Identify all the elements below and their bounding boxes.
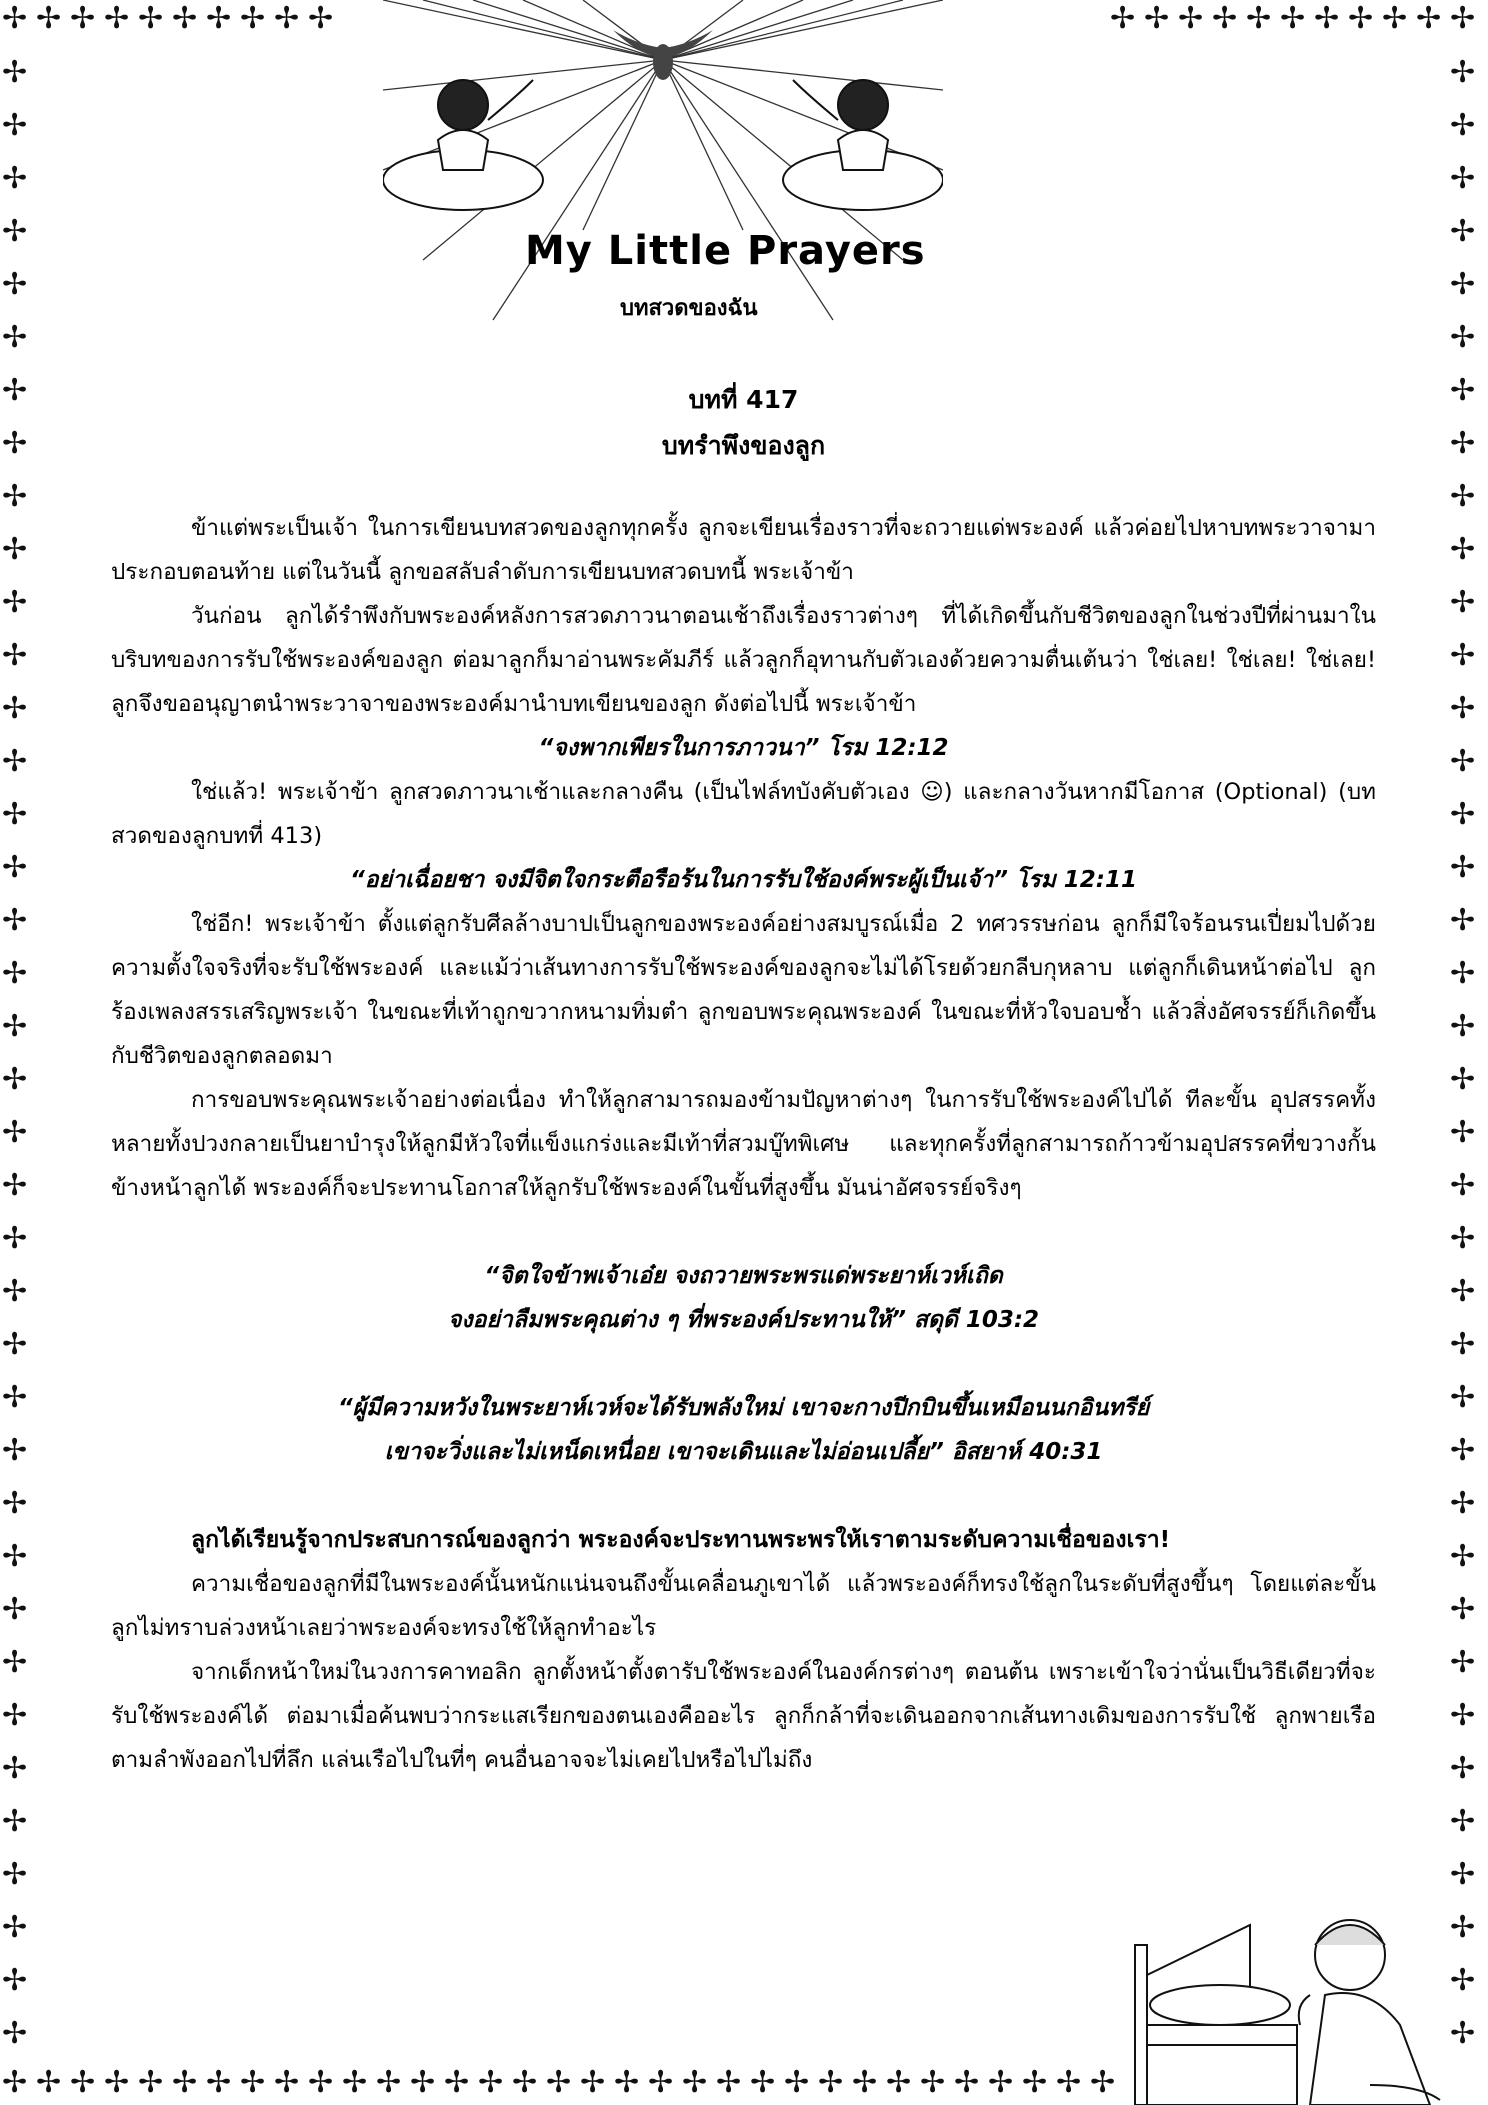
cross-icon: ✢ [1450,1698,1476,1733]
cross-icon: ✢ [274,1,300,36]
paragraph-7: จากเด็กหน้าใหม่ในวงการคาทอลิก ลูกตั้งหน้าตั้งตารับใช้พระองค์ในองค์กรต่างๆ ตอนต้น เพราะเข้าใจว่านั่นเป็นวิธีเดียวที่จะรับใช้พระองค์ได้ ต่อมาเมื่อค้นพบว่ากระแสเรียกของตนเองคืออะไร ลูกก็กล้าที่จะเดินออกจากเส้นทางเดิมของการรับใช้ ลูกพายเรือตามลำพังออกไปที่ลึก แล่นเรือไปในที่ๆ คนอื่นอาจจะไม่เคยไปหรือไปไม่ถึง [111,1659,1376,1773]
quote-romans-12-12: “จงพากเพียรในการภาวนา” โรม 12:12 [538,735,949,761]
cross-icon: ✢ [2,214,28,249]
cross-icon: ✢ [1450,1910,1476,1945]
cross-icon: ✢ [206,1,232,36]
cross-icon: ✢ [1450,1,1476,36]
cross-icon: ✢ [1212,1,1238,36]
cross-icon: ✢ [308,2065,334,2100]
cross-icon: ✢ [2,691,28,726]
quote-isaiah-line-1: “ผู้มีความหวังในพระยาห์เวห์จะได้รับพลังใหม่ เขาจะกางปีกบินขึ้นเหมือนนกอินทรีย์ [337,1395,1150,1421]
cross-icon: ✢ [648,2065,674,2100]
cross-icon: ✢ [1178,1,1204,36]
cross-icon: ✢ [1450,320,1476,355]
cross-icon: ✢ [1450,2016,1476,2051]
cross-icon: ✢ [2,267,28,302]
praying-child-illustration [1130,1885,1460,2105]
cross-icon: ✢ [580,2065,606,2100]
cross-icon: ✢ [1450,1380,1476,1415]
cross-icon: ✢ [2,744,28,779]
cross-icon: ✢ [1450,1857,1476,1892]
cross-icon: ✢ [1450,1539,1476,1574]
cross-icon: ✢ [36,2065,62,2100]
cross-icon: ✢ [852,2065,878,2100]
cross-icon: ✢ [2,2016,28,2051]
angel-left-icon [383,80,543,210]
cross-icon: ✢ [2,479,28,514]
header-illustration [383,0,943,330]
cross-icon: ✢ [1450,1009,1476,1044]
cross-icon: ✢ [2,1168,28,1203]
cross-icon: ✢ [2,1645,28,1680]
cross-icon: ✢ [1450,426,1476,461]
cross-icon: ✢ [2,1062,28,1097]
cross-icon: ✢ [1450,108,1476,143]
cross-icon: ✢ [1450,585,1476,620]
cross-icon: ✢ [70,2065,96,2100]
cross-icon: ✢ [1450,1804,1476,1839]
paragraph-2: วันก่อน ลูกได้รำพึงกับพระองค์หลังการสวดภาวนาตอนเช้าถึงเรื่องราวต่างๆ ที่ได้เกิดขึ้นกับชีวิตของลูกในช่วงปีที่ผ่านมาในบริบทของการรับใช้พระองค์ของลูก ต่อมาลูกก็มาอ่านพระคัมภีร์ แล้วลูกก็อุทานกับตัวเองด้วยความตื่นเต้นว่า ใช่เลย! ใช่เลย! ใช่เลย! ลูกจึงขออนุญาตนำพระวาจาของพระองค์มานำบทเขียนของลูก ดังต่อไปนี้ พระเจ้าข้า [111,603,1376,717]
chapter-number: บทที่ 417 [688,385,799,414]
cross-icon: ✢ [1382,1,1408,36]
cross-icon: ✢ [2,1433,28,1468]
cross-icon: ✢ [818,2065,844,2100]
cross-icon: ✢ [954,2065,980,2100]
cross-icon: ✢ [274,2065,300,2100]
cross-icon: ✢ [2,1380,28,1415]
cross-icon: ✢ [138,2065,164,2100]
cross-icon: ✢ [1450,1433,1476,1468]
cross-icon: ✢ [172,1,198,36]
cross-icon: ✢ [2,1327,28,1362]
cross-icon: ✢ [104,2065,130,2100]
cross-icon: ✢ [2,585,28,620]
cross-icon: ✢ [750,2065,776,2100]
cross-icon: ✢ [1450,1645,1476,1680]
cross-icon: ✢ [1450,479,1476,514]
cross-icon: ✢ [886,2065,912,2100]
cross-icon: ✢ [1450,1168,1476,1203]
cross-icon: ✢ [2,108,28,143]
cross-icon: ✢ [2,1221,28,1256]
cross-icon: ✢ [1450,373,1476,408]
cross-icon: ✢ [2,1539,28,1574]
cross-icon: ✢ [478,2065,504,2100]
dove-icon [613,30,713,80]
cross-icon: ✢ [444,2065,470,2100]
cross-icon: ✢ [2,1,28,36]
cross-icon: ✢ [2,55,28,90]
cross-icon: ✢ [2,1698,28,1733]
cross-icon: ✢ [1450,1486,1476,1521]
cross-icon: ✢ [70,1,96,36]
cross-icon: ✢ [2,532,28,567]
cross-icon: ✢ [1056,2065,1082,2100]
cross-icon: ✢ [2,1963,28,1998]
cross-icon: ✢ [1450,956,1476,991]
cross-icon: ✢ [2,956,28,991]
cross-icon: ✢ [2,638,28,673]
cross-icon: ✢ [308,1,334,36]
cross-icon: ✢ [1314,1,1340,36]
cross-icon: ✢ [1450,1592,1476,1627]
quote-psalm-line-2: จงอย่าลืมพระคุณต่าง ๆ ที่พระองค์ประทานให้” สดุดี 103:2 [447,1307,1040,1333]
prayer-content [111,380,1376,1782]
paragraph-1: ข้าแต่พระเป็นเจ้า ในการเขียนบทสวดของลูกทุกครั้ง ลูกจะเขียนเรื่องราวที่จะถวายแด่พระองค์ แล้วค่อยไปหาบทพระวาจามาประกอบตอนท้าย แต่ในวันนี้ ลูกขอสลับลำดับการเขียนบทสวดบทนี้ พระเจ้าข้า [111,515,1376,585]
cross-icon: ✢ [1450,161,1476,196]
cross-icon: ✢ [2,426,28,461]
cross-icon: ✢ [1450,797,1476,832]
cross-icon: ✢ [784,2065,810,2100]
cross-icon: ✢ [2,1804,28,1839]
cross-icon: ✢ [716,2065,742,2100]
cross-icon: ✢ [376,2065,402,2100]
cross-icon: ✢ [172,2065,198,2100]
angel-right-icon [783,80,943,210]
cross-icon: ✢ [1450,1115,1476,1150]
cross-icon: ✢ [2,1115,28,1150]
cross-icon: ✢ [1450,850,1476,885]
cross-icon: ✢ [1450,691,1476,726]
cross-icon: ✢ [1246,1,1272,36]
cross-icon: ✢ [614,2065,640,2100]
cross-icon: ✢ [2,797,28,832]
chapter-title: บทรำพึงของลูก [661,431,826,460]
cross-icon: ✢ [1416,1,1442,36]
cross-icon: ✢ [2,1751,28,1786]
cross-icon: ✢ [1450,1062,1476,1097]
cross-icon: ✢ [988,2065,1014,2100]
cross-icon: ✢ [1450,532,1476,567]
cross-icon: ✢ [920,2065,946,2100]
cross-icon: ✢ [1450,1751,1476,1786]
paragraph-4: ใช่อีก! พระเจ้าข้า ตั้งแต่ลูกรับศีลล้างบาปเป็นลูกของพระองค์อย่างสมบูรณ์เมื่อ 2 ทศวรรษก่อน ลูกก็มีใจร้อนรนเปี่ยมไปด้วยความตั้งใจจริงที่จะรับใช้พระองค์ และแม้ว่าเส้นทางการรับใช้พระองค์ของลูกจะไม่ได้โรยด้วยกลีบกุหลาบ แต่ลูกก็เดินหน้าต่อไป ลูกร้องเพลงสรรเสริญพระเจ้า ในขณะที่เท้าถูกขวากหนามทิ่มตำ ลูกขอบพระคุณพระองค์ ในขณะที่หัวใจบอบช้ำ แล้วสิ่งอัศจรรย์ก็เกิดขึ้นกับชีวิตของลูกตลอดมา [111,911,1376,1069]
quote-romans-12-11: “อย่าเฉื่อยชา จงมีจิตใจกระตือรือร้นในการรับใช้องค์พระผู้เป็นเจ้า” โรม 12:11 [349,867,1138,893]
cross-icon: ✢ [104,1,130,36]
cross-icon: ✢ [138,1,164,36]
cross-icon: ✢ [410,2065,436,2100]
cross-icon: ✢ [240,1,266,36]
paragraph-6: ความเชื่อของลูกที่มีในพระองค์นั้นหนักแน่นจนถึงขั้นเคลื่อนภูเขาได้ แล้วพระองค์ก็ทรงใช้ลูกในระดับที่สูงขึ้นๆ โดยแต่ละขั้น ลูกไม่ทราบล่วงหน้าเลยว่าพระองค์จะทรงใช้ให้ลูกทำอะไร [111,1571,1376,1641]
cross-icon: ✢ [2,903,28,938]
cross-icon: ✢ [1450,214,1476,249]
cross-icon: ✢ [1090,2065,1116,2100]
cross-icon: ✢ [2,161,28,196]
cross-icon: ✢ [2,320,28,355]
cross-icon: ✢ [1348,1,1374,36]
cross-icon: ✢ [1450,1274,1476,1309]
cross-icon: ✢ [682,2065,708,2100]
cross-icon: ✢ [1450,903,1476,938]
quote-isaiah-line-2: เขาจะวิ่งและไม่เหน็ดเหนื่อย เขาจะเดินและไม่อ่อนเปลี้ย” อิสยาห์ 40:31 [384,1439,1103,1465]
paragraph-5: การขอบพระคุณพระเจ้าอย่างต่อเนื่อง ทำให้ลูกสามารถมองข้ามปัญหาต่างๆ ในการรับใช้พระองค์ไปได้ ทีละขั้น อุปสรรคทั้งหลายทั้งปวงกลายเป็นยาบำรุงให้ลูกมีหัวใจที่แข็งแกร่งและมีเท้าที่สวมบู๊ทพิเศษ และทุกครั้งที่ลูกสามารถก้าวข้ามอุปสรรคที่ขวางกั้นข้างหน้าลูกได้ พระองค์ก็จะประทานโอกาสให้ลูกรับใช้พระองค์ในขั้นที่สูงขึ้น มันน่าอัศจรรย์จริงๆ [111,1087,1376,1201]
cross-icon: ✢ [1450,1221,1476,1256]
cross-icon: ✢ [1450,55,1476,90]
cross-icon: ✢ [2,850,28,885]
cross-icon: ✢ [2,373,28,408]
cross-icon: ✢ [2,1486,28,1521]
cross-icon: ✢ [2,1592,28,1627]
paragraph-3: ใช่แล้ว! พระเจ้าข้า ลูกสวดภาวนาเช้าและกลางคืน (เป็นไฟล์ทบังคับตัวเอง ☺) และกลางวันหากมีโอกาส (Optional) (บทสวดของลูกบทที่ 413) [111,779,1376,849]
cross-icon: ✢ [240,2065,266,2100]
cross-icon: ✢ [2,1274,28,1309]
cross-icon: ✢ [1110,1,1136,36]
logo-title: My Little Prayers [525,228,926,274]
logo-subtitle: บทสวดของฉัน [620,296,758,321]
cross-icon: ✢ [1144,1,1170,36]
quote-psalm-line-1: “จิตใจข้าพเจ้าเอ๋ย จงถวายพระพรแด่พระยาห์เวห์เถิด [484,1263,1003,1289]
cross-icon: ✢ [1450,1327,1476,1362]
cross-icon: ✢ [1450,744,1476,779]
cross-icon: ✢ [1022,2065,1048,2100]
cross-icon: ✢ [2,2065,28,2100]
cross-icon: ✢ [546,2065,572,2100]
cross-icon: ✢ [206,2065,232,2100]
cross-icon: ✢ [2,1857,28,1892]
cross-icon: ✢ [2,1009,28,1044]
cross-icon: ✢ [1450,267,1476,302]
cross-icon: ✢ [1450,1963,1476,1998]
cross-icon: ✢ [1450,638,1476,673]
cross-icon: ✢ [1280,1,1306,36]
cross-icon: ✢ [36,1,62,36]
cross-icon: ✢ [512,2065,538,2100]
cross-icon: ✢ [342,2065,368,2100]
cross-icon: ✢ [2,1910,28,1945]
lesson-statement: ลูกได้เรียนรู้จากประสบการณ์ของลูกว่า พระองค์จะประทานพระพรให้เราตามระดับความเชื่อของเรา! [191,1527,1171,1553]
